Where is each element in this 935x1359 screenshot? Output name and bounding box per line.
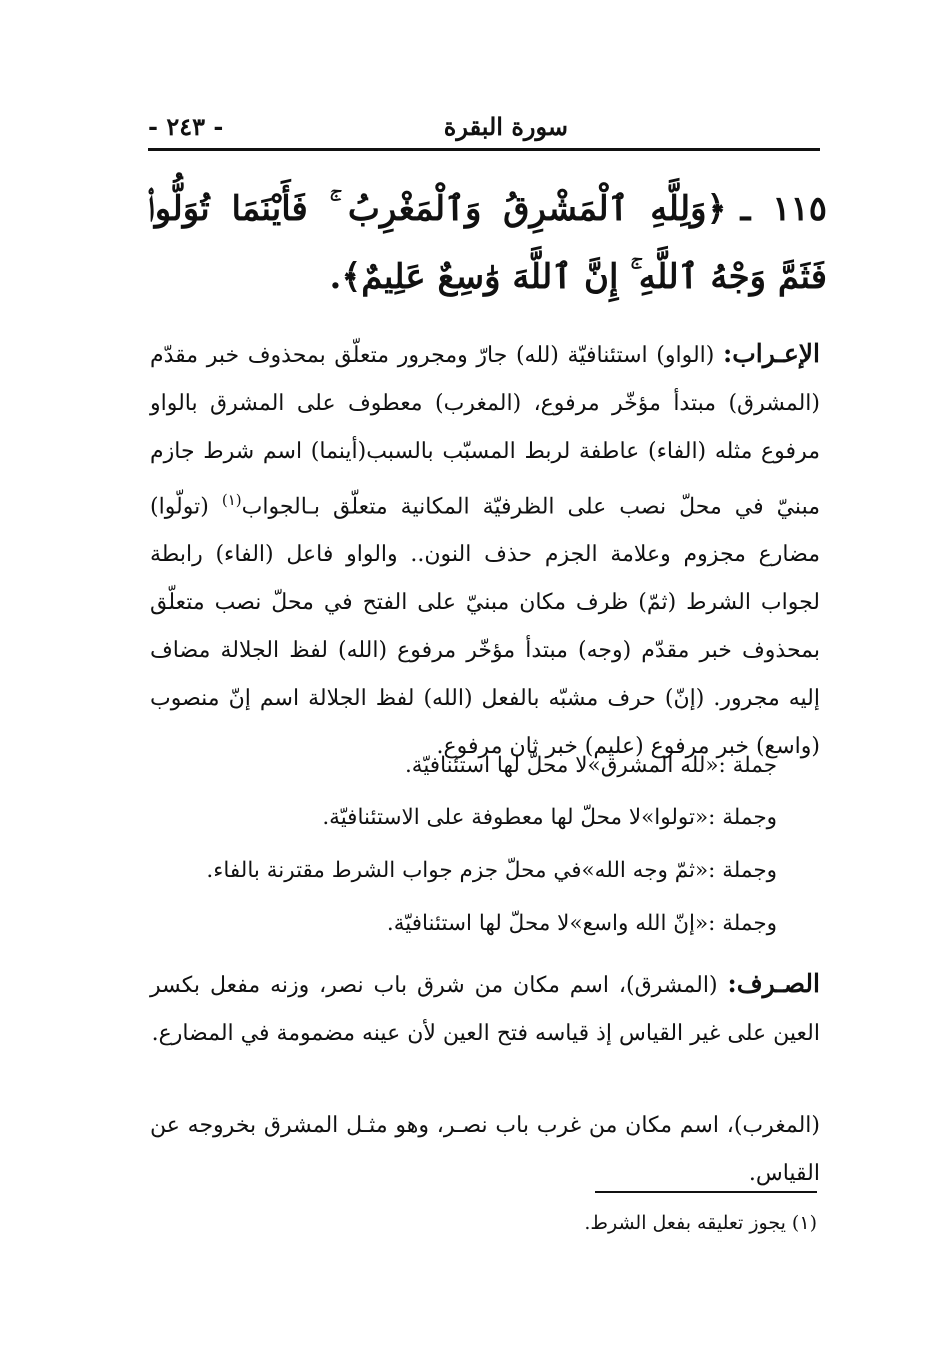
irab-label: الإعـراب: — [723, 339, 820, 368]
sarf-label: الصـرف: — [727, 969, 820, 998]
sentence-2: وجملة :«تولوا»لا محلّ لها معطوفة على الاستئنافيّة. — [322, 805, 777, 830]
sentence-4: وجملة :«إنّ الله واسع»لا محلّ لها استئنافيّة. — [386, 911, 777, 936]
irab-section — [150, 330, 820, 771]
verse-number: ١١٥ ـ — [740, 189, 827, 229]
footnote-marker: (١) — [221, 491, 242, 509]
sentence-1: جملة :«لله المشرق»لا محلّ لها استئنافيّة. — [404, 753, 777, 778]
sarf-section — [150, 960, 820, 1058]
sarf-text: (المشرق)، اسم مكان من شرق باب نصر، وزنه مفعل بكسر العين على غير القياس إذ قياسه فتح العين لأن عينه مضمومة في المضارع. — [150, 973, 820, 1046]
page-header — [148, 112, 818, 148]
irab-text: (الواو) استئنافيّة (لله) جارّ ومجرور متعلّق بمحذوف خبر مقدّم (المشرق) مبتدأ مؤخّر مرفوع، (المغرب) معطوف على المشرق بالواو مرفوع مثله (الفاء) عاطفة لربط المسبّب بالسبب(أينما) اسم شرط جازم مبنيّ في محلّ نصب على الظرفيّة المكانية متعلّق بـالجواب — [150, 343, 820, 520]
header-divider — [148, 148, 820, 151]
quran-verse — [147, 175, 827, 311]
footnote: (١) يجوز تعليقه بفعل الشرط. — [584, 1212, 817, 1234]
irab-text-continued: (تولّوا) مضارع مجزوم وعلامة الجزم حذف النون.. والواو فاعل (الفاء) رابطة لجواب الشرط (ثمّ) ظرف مكان مبنيّ على الفتح في محلّ نصب متعلّق بمحذوف خبر مقدّم (وجه) مبتدأ مؤخّر مرفوع (الله) لفظ الجلالة مضاف إليه مجرور. (إنّ) حرف مشبّه بالفعل (الله) لفظ الجلالة اسم إنّ منصوب (واسع) خبر مرفوع (عليم) خبر ثان مرفوع. — [150, 494, 820, 760]
sarf-paragraph-2: (المغرب)، اسم مكان من غرب باب نصـر، وهو مثـل المشرق بخروجه عن القياس. — [150, 1113, 820, 1186]
footnote-divider — [595, 1191, 817, 1193]
page-number: - ٢٤٣ - — [148, 112, 224, 141]
verse-text: ﴿وَلِلَّهِ ٱلْمَشْرِقُ وَٱلْمَغْرِبُ ۚ فَأَيْنَمَا تُوَلُّوا۟ فَثَمَّ وَجْهُ ٱللَّهِ ۚ إِنَّ ٱللَّهَ وَٰسِعٌ عَلِيمٌ﴾. — [147, 189, 827, 297]
sentence-3: وجملة :«ثمّ وجه الله»في محلّ جزم جواب الشرط مقترنة بالفاء. — [206, 858, 777, 883]
surah-title: سورة البقرة — [443, 112, 568, 141]
